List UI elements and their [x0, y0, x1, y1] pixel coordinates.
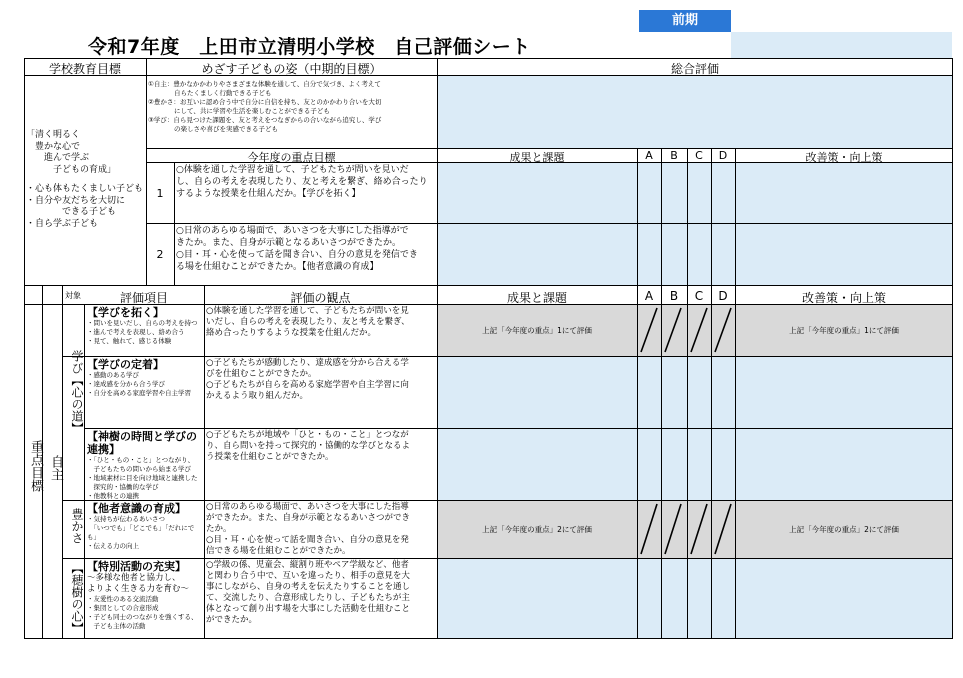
- grade-d-lower: D: [718, 289, 728, 303]
- child-image-line: にして、共に学習や生活を楽しむことができる子ども: [148, 107, 330, 115]
- eval-view-line: ○目・耳・心を使って話を聞き合い、自分の意見を発: [206, 535, 409, 545]
- eval-view-3: [206, 430, 436, 463]
- eval-view-line: と関わり合う中で、互いを違ったり、相手の意見を大: [206, 571, 410, 581]
- eval-view-line: 絡め合ったりするような授業を仕組んだか。: [206, 328, 377, 338]
- eval-view-5: [206, 560, 436, 626]
- eval-item-sub: ・気持ちが伝わるあいさつ: [87, 515, 165, 523]
- row-1-note-improve: 上記「今年度の重点」1にて評価: [789, 326, 899, 335]
- eval-item-sub: ・感動のある学び: [87, 371, 139, 379]
- eval-view-line: ○日常のあらゆる場面で、あいさつを大事にした指導: [206, 502, 409, 512]
- eval-item-sub: 子どもたちの問いから始まる学び: [87, 465, 191, 473]
- grade-c-lower: C: [694, 289, 704, 303]
- row-1-note-results: 上記「今年度の重点」1にて評価: [482, 326, 592, 335]
- focus-line: ○日常のあらゆる場面で、あいさつを大事にした指導がで: [176, 226, 409, 236]
- eval-view-1: [206, 306, 436, 339]
- period-tag: 前期: [639, 10, 731, 32]
- eval-item-sub: ・地域素材に目を向け地域と連携した: [87, 474, 198, 482]
- line-v-437: [437, 58, 438, 639]
- name-box[interactable]: [731, 32, 952, 58]
- eval-item-sub: ・友愛性のある交流活動: [87, 595, 159, 603]
- eval-item-sub: ・達成感を分から合う学び: [87, 380, 165, 388]
- eval-view-line: ができたか。: [206, 615, 258, 625]
- eval-item-title: 【学びを拓く】: [87, 306, 164, 319]
- eval-view-line: たか。: [206, 524, 232, 534]
- eval-item-1: [87, 306, 203, 346]
- grade-b-upper: B: [670, 149, 678, 162]
- focus-item-1: [176, 164, 436, 200]
- line-v-focus-no: [174, 162, 175, 285]
- eval-view-line: 事にしながら、自身の考えを伝えたりすることを通し: [206, 582, 411, 592]
- row-4-slashes: [637, 500, 735, 558]
- line-h4: [146, 223, 953, 224]
- line-v-d-upper: [711, 148, 712, 285]
- eval-view-line: 体となって創り出す場を大事にした活動を仕組むこと: [206, 604, 411, 614]
- eval-view-2: [206, 358, 436, 402]
- grade-b-lower: B: [669, 289, 679, 303]
- school-goal-text: [26, 130, 146, 230]
- line-v-c-upper: [687, 148, 688, 285]
- label-group-3: 【穂樹の心】: [70, 562, 84, 634]
- eval-view-line: ○体験を通した学習を通して、子どもたちが問いを見: [206, 306, 409, 316]
- label-focus-goal: 重点目標: [28, 440, 43, 492]
- eval-item-sub: ・子ども同士のつながりを強くする、: [87, 613, 198, 621]
- results-header-upper: 成果と課題: [509, 151, 565, 164]
- eval-view-line: かえるよう取り組んだか。: [206, 391, 309, 401]
- grade-a-lower: A: [644, 289, 654, 303]
- focus-line: る場を仕組むことができたか。【他者意識の育成】: [176, 262, 379, 272]
- focus-line: ○体験を通した学習を通して、子どもたちが問いを見いだ: [176, 165, 409, 175]
- focus-line: するような授業を仕組んだか。【学びを拓く】: [176, 189, 361, 199]
- eval-view-line: り、自ら問いを持って探究的・協働的な学びとなるよ: [206, 441, 411, 451]
- line-v-e-upper: [735, 148, 736, 285]
- header-eval-item: 評価項目: [119, 291, 168, 305]
- improve-header-lower: 改善策・向上策: [801, 291, 886, 305]
- page-title: 令和7年度 上田市立清明小学校 自己評価シート: [88, 36, 531, 58]
- header-eval-view: 評価の観点: [290, 291, 351, 305]
- header-target: 対象: [65, 291, 81, 300]
- goal-line: 子どもの育成」: [26, 164, 117, 175]
- eval-view-line: いだし、自らの考えを表現したり、友と考えを繋ぎ、: [206, 317, 410, 327]
- header-overall: 総合評価: [670, 62, 719, 76]
- eval-item-title: 【特別活動の充実】: [87, 560, 186, 573]
- child-image-line: の楽しさや喜びを実感できる子ども: [148, 125, 278, 133]
- grade-a-upper: A: [645, 149, 653, 162]
- line-v-a-upper: [637, 148, 638, 285]
- eval-view-line: ○子どもたちが自らを高める家庭学習や自主学習に向: [206, 380, 409, 390]
- eval-view-line: 信できる場を仕組むことができたか。: [206, 546, 351, 556]
- line-h8: [84, 428, 953, 429]
- focus-header: 今年度の重点目標: [247, 151, 336, 164]
- eval-item-sub: ・自分を高める家庭学習や自主学習: [87, 389, 191, 397]
- eval-item-sub: ・伝える力の向上: [87, 542, 139, 550]
- row-1-slashes: [637, 304, 735, 356]
- eval-view-line: て、交流したり、合意形成したりし、子どもたちが主: [206, 593, 410, 603]
- grade-d-upper: D: [718, 149, 728, 162]
- goal-line: 豊かな心で: [26, 141, 81, 152]
- eval-item-sub: 「いつでも」「どこでも」「だれにでも」: [87, 524, 195, 541]
- eval-view-line: ができたか。また、自身が示範となるあいさつができ: [206, 513, 411, 523]
- child-image-line: 自らたくましく行動できる子ども: [148, 89, 272, 97]
- eval-item-sub: よりよく生きる力を育む～: [87, 584, 190, 594]
- line-h10: [62, 558, 953, 559]
- focus-line: ○目・耳・心を使って話を聞き合い、自分の意見を発信でき: [176, 250, 418, 260]
- child-image-line: ②豊かさ：お互いに認め合う中で自分に自信を持ち、友とのかかわり合いを大切: [148, 98, 382, 106]
- focus-no-2: 2: [156, 248, 164, 261]
- row-4-note-results: 上記「今年度の重点」2にて評価: [482, 525, 592, 534]
- eval-item-title: 【他者意識の育成】: [87, 502, 186, 515]
- results-header-lower: 成果と課題: [506, 291, 567, 305]
- eval-item-sub: 探究的・協働的な学び: [87, 483, 159, 491]
- eval-item-sub: ～多様な他者と協力し、: [87, 573, 181, 583]
- sheet-border: [24, 58, 953, 639]
- eval-item-sub: ・他教科との連携: [87, 492, 139, 500]
- row-4-note-improve: 上記「今年度の重点」2にて評価: [789, 525, 899, 534]
- child-image-text: [148, 80, 436, 134]
- eval-item-5: [87, 560, 203, 631]
- eval-item-sub: ・進んで考えを表現し、絡め合う: [87, 328, 185, 336]
- child-image-line: ③学び：自ら見つけた課題を、友と考えをつなぎからの合いながら追究し、学び: [148, 116, 382, 124]
- eval-item-4: [87, 502, 203, 551]
- goal-line: できる子ども: [26, 207, 117, 217]
- eval-view-line: ○学級の係、児童会、縦割り班やペア学級など、他者: [206, 560, 409, 570]
- eval-item-2: [87, 358, 203, 398]
- focus-line: し、自らの考えを表現したり、友と考えを繋ぎ、絡め合ったり: [176, 177, 428, 187]
- label-group-1: 学び【心の道】: [70, 350, 84, 434]
- eval-view-line: びを仕組むことができたか。: [206, 369, 317, 379]
- goal-line: ・自ら学ぶ子ども: [26, 218, 99, 229]
- child-image-line: ①自主：豊かなかかわりやさまざまな体験を通して、自分で気づき、よく考えて: [148, 80, 381, 88]
- eval-item-title: 【神樹の時間と学びの連携】: [87, 430, 197, 456]
- eval-item-sub: ・問いを見いだし、自らの考えを持つ: [87, 319, 198, 327]
- line-v-e-lower: [735, 285, 736, 639]
- eval-item-sub: ・見て、触れて、感じる体験: [87, 337, 172, 345]
- label-group-2: 豊かさ: [70, 508, 84, 544]
- line-h5: [24, 285, 953, 286]
- goal-line: ・心も体もたくましい子ども: [26, 184, 144, 194]
- goal-line: 「清く明るく: [26, 130, 81, 140]
- focus-no-1: 1: [156, 187, 164, 200]
- goal-line: 進んで学ぶ: [26, 153, 90, 163]
- eval-item-title: 【学びの定着】: [87, 358, 164, 371]
- eval-view-line: ○子どもたちが感動したり、達成感を分から合える学: [206, 358, 409, 368]
- line-v-84: [84, 304, 85, 639]
- line-v-b-upper: [661, 148, 662, 285]
- goal-line: [26, 176, 146, 184]
- header-child-image: めざす子どもの姿（中期的目標）: [201, 62, 382, 76]
- eval-item-sub: ・集団としての合意形成: [87, 604, 159, 612]
- focus-line: きたか。また、自身が示範となるあいさつができたか。: [176, 238, 402, 248]
- header-school-goal: 学校教育目標: [48, 62, 121, 76]
- goal-line: ・自分や友だちを大切に: [26, 195, 126, 206]
- eval-view-line: ○子どもたちが地域や「ひと・もの・こと」とつなが: [206, 430, 409, 440]
- improve-header-upper: 改善策・向上策: [805, 151, 883, 164]
- grade-c-upper: C: [695, 149, 703, 162]
- eval-view-4: [206, 502, 436, 557]
- line-v-204: [204, 285, 205, 639]
- eval-item-3: [87, 430, 203, 501]
- eval-item-sub: ・「ひと・もの・こと」とつながり、: [87, 456, 195, 464]
- focus-item-2: [176, 225, 436, 273]
- line-h7: [62, 356, 953, 357]
- label-jishu: 自主: [48, 455, 63, 481]
- eval-item-sub: 子ども主体の活動: [87, 622, 146, 630]
- eval-view-line: う授業を仕組むことができたか。: [206, 452, 334, 462]
